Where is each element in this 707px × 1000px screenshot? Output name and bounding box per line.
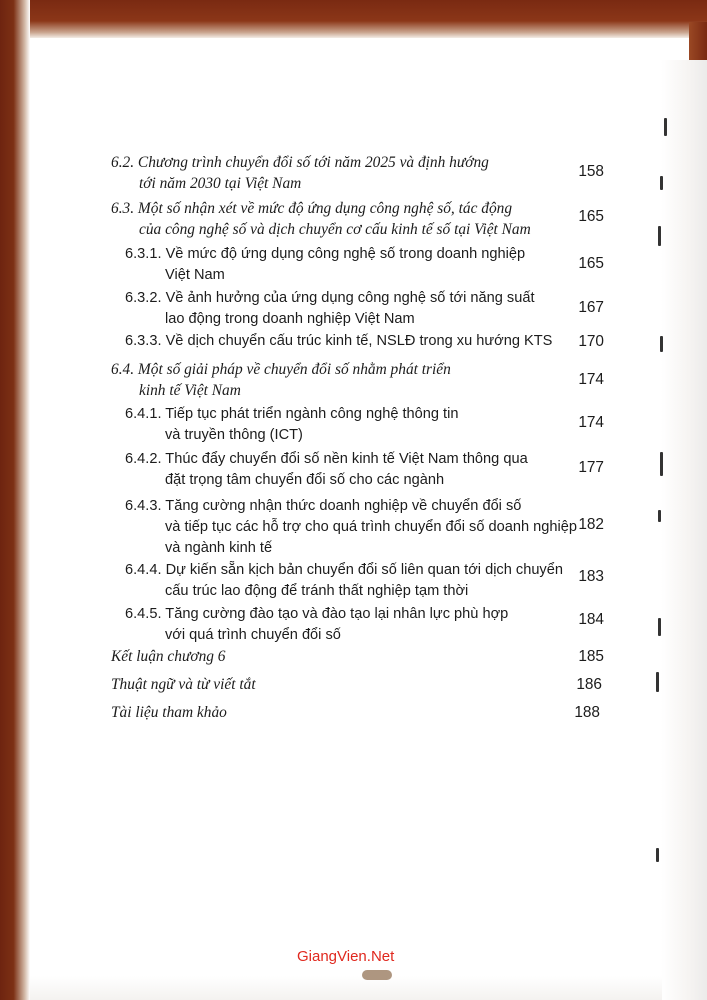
toc-entry-6-4[interactable] [111, 359, 604, 403]
toc-entry-line: Tài liệu tham khảo [111, 704, 227, 721]
toc-entry-line: 6.3. Một số nhận xét về mức độ ứng dụng công nghệ số, tác động [111, 200, 513, 217]
toc-entry-line: 6.3.2. Về ảnh hưởng của ứng dụng công nghệ số tới năng suất [125, 290, 535, 306]
toc-entry-title [111, 152, 489, 194]
toc-entry-title [111, 198, 531, 240]
toc-entry-line: Việt Nam [165, 267, 225, 283]
toc-page-number: 183 [578, 568, 604, 585]
toc-entry-line: 6.4.2. Thúc đẩy chuyển đổi số nền kinh tế Việt Nam thông qua [125, 451, 528, 467]
toc-entry-line: Kết luận chương 6 [111, 648, 226, 665]
toc-entry-title [111, 359, 451, 401]
toc-entry-line: kinh tế Việt Nam [139, 382, 241, 399]
toc-entry-line: và tiếp tục các hỗ trợ cho quá trình chuyển đổi số doanh nghiệp [165, 519, 577, 535]
toc-page-number: 174 [578, 371, 604, 388]
toc-entry-title [125, 404, 458, 446]
toc-entry-title [111, 674, 256, 695]
toc-entry-line: 6.4.3. Tăng cường nhận thức doanh nghiệp về chuyển đổi số [125, 498, 522, 514]
toc-entry-line: cấu trúc lao động để tránh thất nghiệp tạm thời [165, 583, 469, 599]
toc-entry-title [125, 288, 535, 330]
toc-entry-6-4-3[interactable] [125, 496, 604, 560]
toc-entry-title [125, 244, 525, 286]
toc-entry-6-4-4[interactable] [125, 560, 604, 604]
toc-entry-title [111, 646, 226, 667]
toc-entry-line: đặt trọng tâm chuyển đổi số cho các ngành [165, 472, 445, 488]
toc-page-number: 184 [578, 611, 604, 628]
watermark-text: GiangVien.Net [297, 948, 395, 965]
toc-entry-line: Thuật ngữ và từ viết tắt [111, 676, 256, 693]
toc-page-number: 188 [574, 704, 600, 721]
toc-entry-line: với quá trình chuyển đổi số [165, 627, 341, 643]
toc-entry-thuat-ngu[interactable] [111, 674, 602, 696]
toc-entry-6-3-1[interactable] [125, 244, 604, 288]
toc-page-number: 186 [576, 676, 602, 693]
toc-entry-6-3[interactable] [111, 198, 604, 242]
toc-page-number: 167 [578, 299, 604, 316]
toc-entry-title [125, 496, 577, 559]
toc-entry-line: 6.4.1. Tiếp tục phát triển ngành công nghệ thông tin [125, 406, 459, 422]
toc-entry-line: 6.2. Chương trình chuyển đổi số tới năm 2025 và định hướng [111, 154, 489, 171]
toc-entry-title [125, 331, 552, 352]
scan-smudge [362, 970, 392, 980]
toc-entry-line: 6.3.3. Về dịch chuyển cấu trúc kinh tế, NSLĐ trong xu hướng KTS [125, 333, 553, 349]
toc-entry-6-4-2[interactable] [125, 449, 604, 493]
toc-entry-line: của công nghệ số và dịch chuyển cơ cấu kinh tế số tại Việt Nam [139, 221, 531, 238]
toc-page-number: 165 [578, 208, 604, 225]
toc-entry-line: 6.4. Một số giải pháp về chuyển đổi số nhằm phát triển [111, 361, 451, 378]
toc-entry-title [111, 702, 227, 723]
toc-entry-line: và ngành kinh tế [165, 540, 273, 556]
toc-entry-ket-luan[interactable] [111, 646, 604, 668]
toc-page-number: 165 [578, 255, 604, 272]
toc-entry-6-4-5[interactable] [125, 604, 604, 648]
toc-entry-line: 6.4.5. Tăng cường đào tạo và đào tạo lại nhân lực phù hợp [125, 606, 509, 622]
toc-entry-6-3-2[interactable] [125, 288, 604, 332]
toc-entry-6-2[interactable] [111, 152, 604, 196]
toc-entry-line: tới năm 2030 tại Việt Nam [139, 175, 302, 192]
toc-page-number: 170 [578, 333, 604, 350]
toc-entry-title [125, 604, 508, 646]
toc-entry-title [125, 560, 563, 602]
toc-entry-6-3-3[interactable] [125, 331, 604, 353]
toc-page-number: 158 [578, 163, 604, 180]
toc-entry-line: và truyền thông (ICT) [165, 427, 303, 443]
toc-entry-tai-lieu[interactable] [111, 702, 600, 724]
toc-entry-line: 6.4.4. Dự kiến sẵn kịch bản chuyển đổi số liên quan tới dịch chuyển [125, 562, 563, 578]
toc-page-number: 182 [578, 516, 604, 533]
toc-entry-6-4-1[interactable] [125, 404, 604, 448]
toc-page-number: 174 [578, 414, 604, 431]
toc-entry-title [125, 449, 528, 491]
toc-page-number: 177 [578, 459, 604, 476]
toc-entry-line: lao động trong doanh nghiệp Việt Nam [165, 311, 415, 327]
toc-entry-line: 6.3.1. Về mức độ ứng dụng công nghệ số trong doanh nghiệp [125, 246, 526, 262]
toc-page-number: 185 [578, 648, 604, 665]
